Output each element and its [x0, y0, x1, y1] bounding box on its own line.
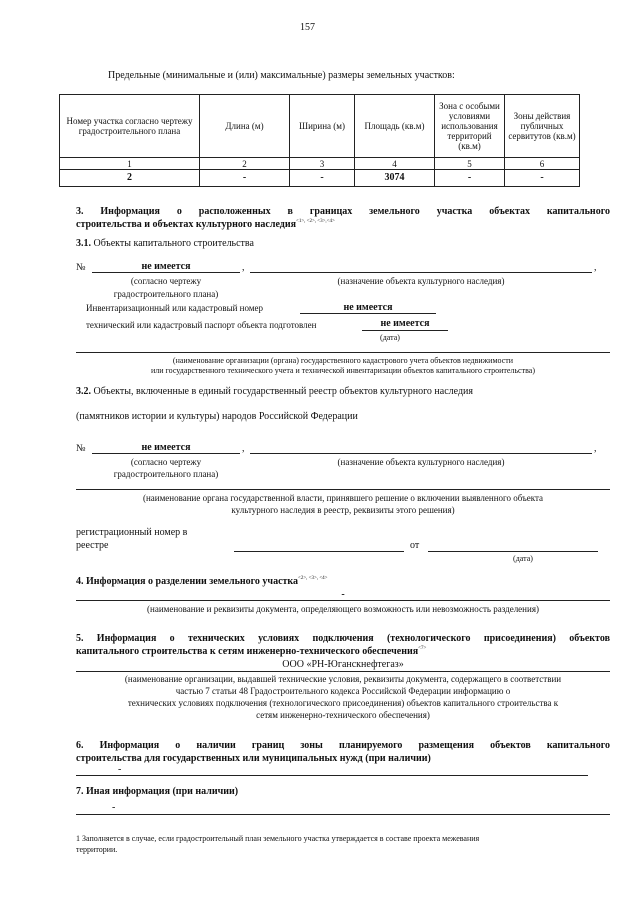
plots-table: [59, 94, 580, 187]
section5-caption-line2: частью 7 статьи 48 Градостроительного кодекса Российской Федерации информацию о: [175, 686, 511, 696]
footnote-line2: территории.: [76, 845, 118, 854]
gp-plan-caption: градостроительного плана): [113, 469, 219, 479]
section6-value: -: [118, 764, 122, 775]
section3-title-line1: 3. Информация о расположенных в границах земельного участка объектах капитального: [76, 206, 610, 217]
section5-caption-line1: (наименование организации, выдавшей технические условия, реквизиты документа, содержащего в соответствии: [124, 674, 562, 684]
plots-number-cell: 3: [290, 158, 355, 170]
plots-header-cell: Площадь (кв.м): [355, 95, 435, 158]
section5-caption-line4: сетям инженерно-технического обеспечения): [256, 710, 430, 720]
section5-caption-line3: технических условиях подключения (технологического присоединения) объектов капитального строительства к: [127, 698, 559, 708]
inventory-value: не имеется: [343, 302, 393, 313]
comma: ,: [594, 262, 597, 273]
cadastre-org-caption-line2: или государственного технического учета и технической инвентаризации объектов капитального строительства): [150, 366, 535, 375]
heritage-name-caption: (назначение объекта культурного наследия): [337, 276, 505, 286]
footnote-line1: 1 Заполняется в случае, если градостроительный план земельного участка утверждается в составе проекта межевания: [76, 834, 480, 843]
section32-heading-line2: (памятников истории и культуры) народов Российской Федерации: [76, 411, 358, 422]
plots-intro: Предельные (минимальные и (или) максимальные) размеры земельных участков:: [108, 70, 455, 81]
plots-number-cell: 6: [505, 158, 580, 170]
plots-number-cell: 4: [355, 158, 435, 170]
section31-heading: 3.1. Объекты капитального строительства: [76, 238, 254, 249]
plots-value-cell: -: [505, 170, 580, 187]
section5-title-line2: капитального строительства к сетям инженерно-технического обеспечения$^{<7>}$: [76, 646, 427, 657]
date-caption: (дата): [513, 554, 533, 563]
plots-value-cell: 2: [60, 170, 200, 187]
plots-header-cell: Длина (м): [200, 95, 290, 158]
plots-header-row: [60, 95, 580, 158]
inventory-label: Инвентаризационный или кадастровый номер: [86, 303, 264, 313]
authority-caption-line2: культурного наследия в реестр, реквизиты этого решения): [231, 505, 455, 515]
section5-value: ООО «РН-Юганскнефтегаз»: [282, 659, 404, 670]
registry-number-label-line1: регистрационный номер в: [76, 527, 188, 538]
section7-title: 7. Иная информация (при наличии): [76, 786, 239, 797]
section6-title-line2: строительства для государственных или муниципальных нужд (при наличии): [76, 753, 431, 764]
table-row: [60, 170, 580, 187]
plots-header-cell: Номер участка согласно чертежу градостроительного плана: [60, 95, 200, 158]
section7-value: -: [112, 802, 116, 813]
plots-value-cell: -: [435, 170, 505, 187]
page-number: 157: [300, 22, 315, 33]
section5-title-line1: 5. Информация о технических условиях подключения (технологического присоединения) объектов: [76, 633, 610, 644]
plots-number-cell: 5: [435, 158, 505, 170]
cadastre-org-caption-line1: (наименование организации (органа) государственного кадастрового учета объектов недвижимости: [172, 356, 514, 365]
passport-value: не имеется: [380, 318, 430, 329]
no-sign: №: [76, 443, 86, 454]
heritage-name-caption: (назначение объекта культурного наследия): [337, 457, 505, 467]
section4-value: -: [341, 589, 345, 600]
no-sign: №: [76, 262, 86, 273]
comma: ,: [594, 443, 597, 454]
from-label: от: [410, 540, 420, 551]
comma: ,: [242, 443, 245, 454]
plots-header-cell: Зоны действия публичных сервитутов (кв.м): [505, 95, 580, 158]
authority-caption-line1: (наименование органа государственной власти, принявшего решение о включении выявленного объекта: [142, 493, 544, 503]
plots-value-cell: -: [200, 170, 290, 187]
section4-title: 4. Информация о разделении земельного участка$^{<2>, <3>, <4>}$: [76, 576, 328, 587]
registry-number-label-line2: реестре: [76, 540, 109, 551]
plots-number-cell: 1: [60, 158, 200, 170]
plots-number-cell: 2: [200, 158, 290, 170]
passport-label: технический или кадастровый паспорт объекта подготовлен: [86, 320, 317, 330]
plots-header-cell: Ширина (м): [290, 95, 355, 158]
section3-title-sup: <1>, <2>, <3>,<4>: [296, 219, 335, 224]
heritage-object-number-value: не имеется: [141, 442, 191, 453]
plots-header-cell: Зона с особыми условиями использования территорий (кв.м): [435, 95, 505, 158]
section4-title-sup: <2>, <3>, <4>: [298, 576, 328, 581]
plots-number-row: [60, 158, 580, 170]
gp-plan-caption: градостроительного плана): [113, 289, 219, 299]
comma: ,: [242, 262, 245, 273]
per-drawing-caption: (согласно чертежу: [130, 276, 202, 286]
plots-value-cell: -: [290, 170, 355, 187]
section4-caption: (наименование и реквизиты документа, определяющего возможность или невозможность разделения): [147, 604, 539, 614]
date-caption: (дата): [380, 333, 400, 342]
section3-title-line2: строительства и объектах культурного наследия$^{<1>, <2>, <3>,<4>}$: [76, 219, 335, 230]
section5-title-sup: <7>: [418, 646, 427, 651]
object-number-value: не имеется: [141, 261, 191, 272]
plots-value-cell: 3074: [355, 170, 435, 187]
per-drawing-caption: (согласно чертежу: [130, 457, 202, 467]
section32-heading: 3.2. Объекты, включенные в единый государственный реестр объектов культурного наследия: [76, 386, 473, 397]
section6-title-line1: 6. Информация о наличии границ зоны планируемого размещения объектов капитального: [76, 740, 610, 751]
